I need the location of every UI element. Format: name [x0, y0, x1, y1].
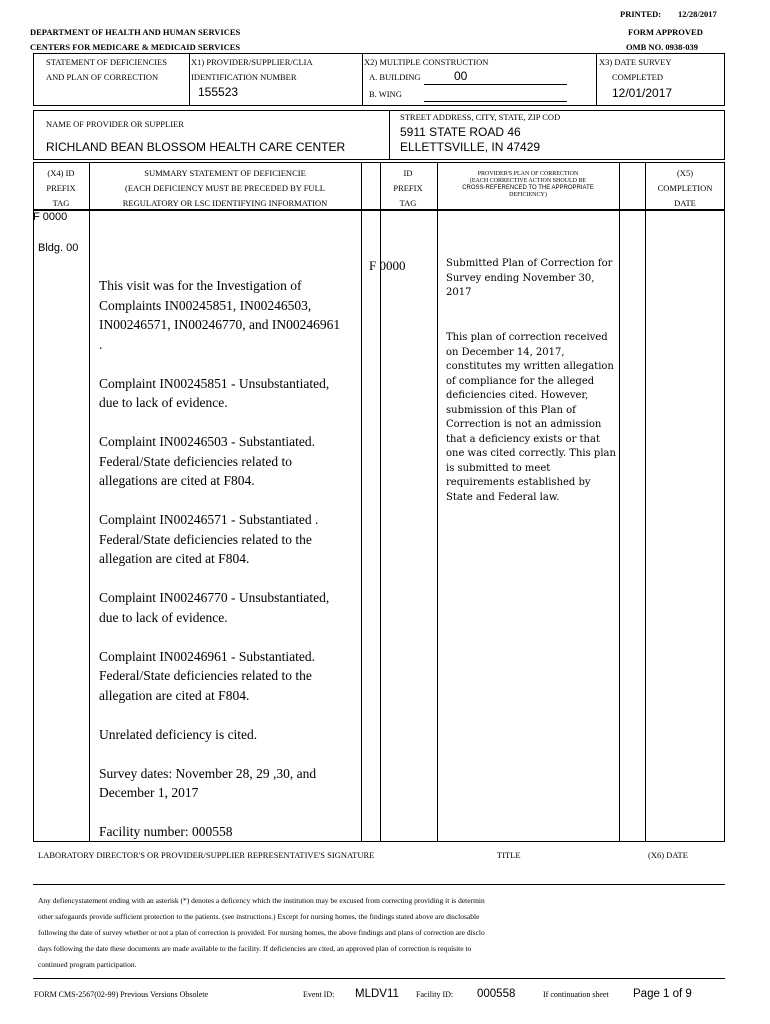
- page-number: Page 1 of 9: [633, 988, 692, 1000]
- id-tag-label: TAG: [399, 198, 417, 208]
- provider-name-value: RICHLAND BEAN BLOSSOM HEALTH CARE CENTER: [46, 140, 346, 154]
- summary-label-1: SUMMARY STATEMENT OF DEFICIENCIE: [144, 168, 306, 178]
- omb-number: OMB NO. 0938-039: [626, 42, 699, 52]
- provider-id-value: 155523: [198, 85, 239, 99]
- narrative-paragraph: This visit was for the Investigation of Complaints IN00245851, IN00246503, IN00246571, IN00246770, and IN00246961 .: [99, 278, 341, 352]
- narrative-paragraph: Complaint IN00246503 - Substantiated. Federal/State deficiencies related to allegations are cited at F804.: [99, 434, 315, 488]
- x4-tag-label: TAG: [52, 198, 70, 208]
- title-label: TITLE: [497, 850, 521, 860]
- narrative-paragraph: Complaint IN00246770 - Unsubstantiated, due to lack of evidence.: [99, 590, 330, 625]
- summary-label-3: REGULATORY OR LSC IDENTIFYING INFORMATION: [122, 198, 328, 208]
- id-header: [380, 166, 436, 211]
- id-number-label: IDENTIFICATION NUMBER: [191, 72, 297, 82]
- x5-completion-label: COMPLETION: [657, 183, 713, 193]
- narrative-paragraph: Complaint IN00246571 - Substantiated . Federal/State deficiencies related to the allegation are cited at F804.: [99, 512, 319, 566]
- plan-label-2: (EACH CORRECTIVE ACTION SHOULD BE: [469, 178, 587, 184]
- narrative-paragraph: Complaint IN00245851 - Unsubstantiated, due to lack of evidence.: [99, 375, 330, 410]
- centers-title: CENTERS FOR MEDICARE & MEDICAID SERVICES: [30, 42, 241, 52]
- facility-id-value: 000558: [477, 988, 516, 1000]
- poc-intro: Submitted Plan of Correction for Survey ending November 30, 2017: [446, 258, 613, 298]
- poc-statement: This plan of correction received on December 14, 2017, constitutes my written allegation of compliance for the alleged deficiencies cited. However, submission of this Plan of Correction is not an admission that a deficiency exists or that one was cited correctly. This plan is submitted to meet requirements established by State and Federal law.: [446, 332, 616, 503]
- facility-id-label: Facility ID:: [416, 990, 454, 999]
- address-line-1: 5911 STATE ROAD 46: [400, 125, 521, 139]
- building-tag: Bldg. 00: [38, 242, 79, 254]
- id-label: ID: [403, 168, 413, 178]
- id-prefix-label: PREFIX: [393, 183, 423, 193]
- continuation-label: If continuation sheet: [543, 990, 609, 999]
- plan-label-4: DEFICIENCY): [509, 192, 547, 198]
- address-label: STREET ADDRESS, CITY, STATE, ZIP COD: [400, 112, 561, 122]
- footnote-line: other safegaurds provide sufficient protection to the patients. (see instructions.) Except for nursing homes, the findings stated above are disclosable: [38, 912, 480, 921]
- x4-prefix-label: PREFIX: [46, 183, 76, 193]
- narrative-paragraph: Unrelated deficiency is cited.: [99, 726, 258, 742]
- plan-label-3: CROSS-REFERENCED TO THE APPROPRIATE: [462, 185, 594, 191]
- survey-date-value: 12/01/2017: [612, 86, 673, 100]
- building-value: 00: [454, 69, 468, 83]
- provider-name-label: NAME OF PROVIDER OR SUPPLIER: [46, 119, 184, 129]
- footnote-line: days following the date these documents are made available to the facility. If deficiencies are cited, an approved plan of correction is requisite to: [38, 944, 472, 953]
- x5-label: (X5): [676, 168, 694, 178]
- form-number: FORM CMS-2567(02-99) Previous Versions Obsolete: [34, 990, 209, 999]
- footnote: [38, 893, 723, 973]
- wing-label: B. WING: [369, 89, 402, 99]
- statement-label: STATEMENT OF DEFICIENCIES: [46, 57, 168, 67]
- narrative-paragraph: Survey dates: November 28, 29 ,30, and December 1, 2017: [99, 765, 317, 800]
- x4-header: [33, 166, 89, 211]
- plan-header: [437, 171, 619, 199]
- x5-date-label: DATE: [674, 198, 696, 208]
- summary-label-2: (EACH DEFICIENCY MUST BE PRECEDED BY FULL: [125, 183, 325, 193]
- date-survey-label: X3) DATE SURVEY: [599, 57, 672, 67]
- right-tag: F 0000: [369, 258, 406, 273]
- event-id-label: Event ID:: [303, 990, 335, 999]
- x5-header: [645, 166, 725, 211]
- printed-label: PRINTED:: [620, 9, 662, 19]
- narrative-paragraph: Facility number: 000558: [99, 824, 233, 839]
- building-label: A. BUILDING: [369, 72, 421, 82]
- form-approved: FORM APPROVED: [628, 27, 703, 37]
- x4-id-label: (X4) ID: [47, 168, 75, 178]
- multiple-construction-label: X2) MULTIPLE CONSTRUCTION: [364, 57, 489, 67]
- event-id-value: MLDV11: [355, 988, 399, 1000]
- plan-label: AND PLAN OF CORRECTION: [46, 72, 159, 82]
- summary-header: [89, 166, 361, 211]
- narrative-paragraph: Complaint IN00246961 - Substantiated. Federal/State deficiencies related to the allegation are cited at F804.: [99, 648, 315, 703]
- address-line-2: ELLETTSVILLE, IN 47429: [400, 140, 541, 154]
- printed-date: 12/28/2017: [678, 9, 717, 19]
- footnote-line: Any defiencystatement ending with an asterisk (*) denotes a deficency which the institution may be excused from correcting providing it is determin: [38, 896, 485, 905]
- plan-label-1: PROVIDER'S PLAN OF CORRECTION: [477, 171, 579, 177]
- signature-date-label: (X6) DATE: [648, 850, 688, 860]
- dept-title: DEPARTMENT OF HEALTH AND HUMAN SERVICES: [30, 27, 241, 37]
- footnote-line: following the date of survey whether or not a plan of correction is provided. For nursing homes, the above findings and plans of correction are disclo: [38, 928, 485, 937]
- signature-label: LABORATORY DIRECTOR'S OR PROVIDER/SUPPLIER REPRESENTATIVE'S SIGNATURE: [38, 850, 375, 860]
- provider-id-label: X1) PROVIDER/SUPPLIER/CLIA: [191, 57, 313, 67]
- left-tag: F 0000: [33, 211, 68, 223]
- footnote-line: continued program participation.: [38, 960, 137, 969]
- completed-label: COMPLETED: [612, 72, 663, 82]
- deficiency-narrative: [99, 276, 343, 842]
